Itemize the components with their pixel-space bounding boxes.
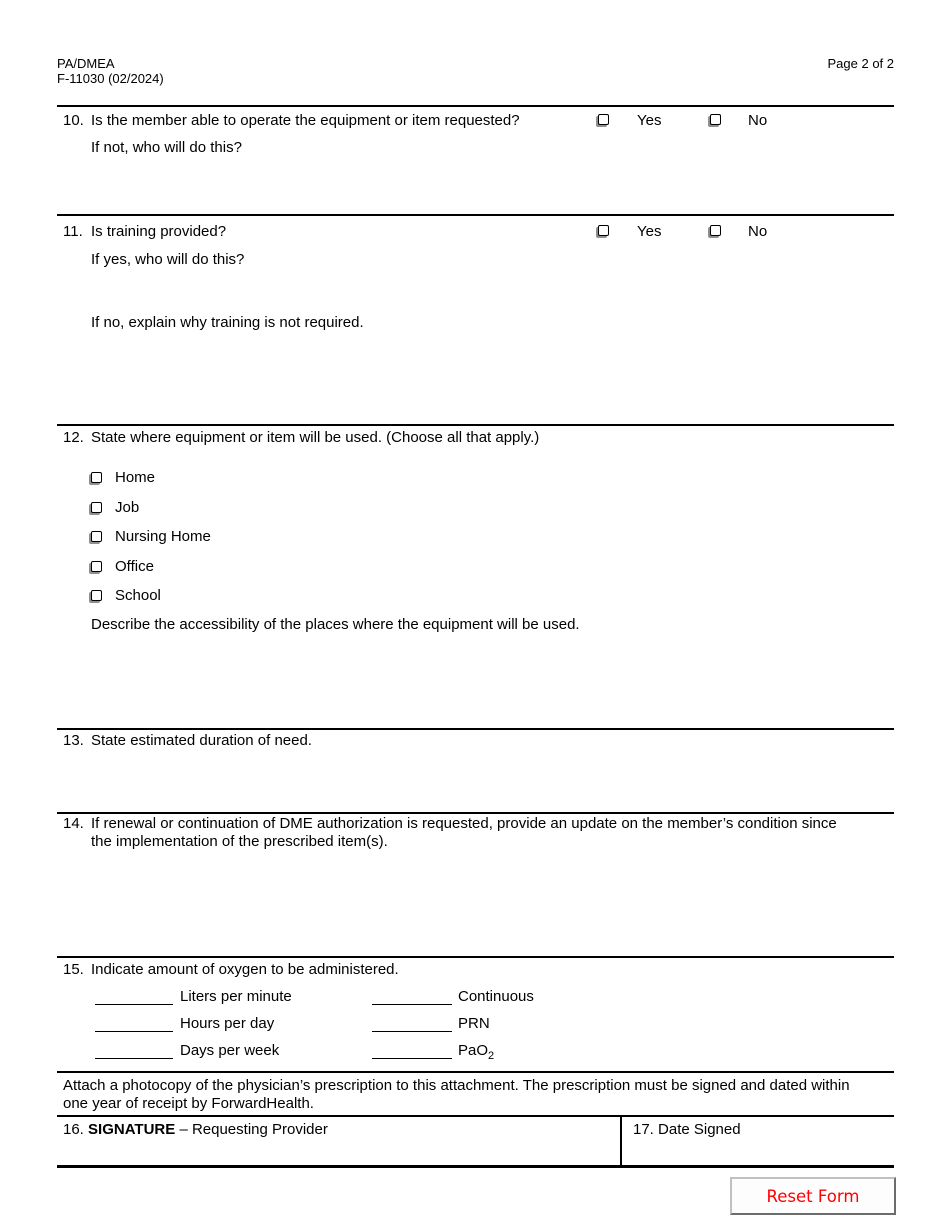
location-option-office	[91, 559, 154, 575]
signature-cell[interactable]	[63, 1122, 328, 1138]
signature-table-divider	[620, 1117, 622, 1165]
q10-followup: If not, who will do this?	[91, 139, 242, 156]
question-14-text-line2: the implementation of the prescribed item(s).	[91, 833, 388, 850]
question-13-text: State estimated duration of need.	[91, 732, 312, 749]
question-10-number: 10.	[63, 112, 84, 129]
location-option-home	[91, 470, 155, 486]
home-label: Home	[115, 469, 156, 486]
reset-form-button[interactable]: Reset Form	[730, 1177, 896, 1215]
hours-per-day-field[interactable]	[95, 1018, 173, 1032]
question-10	[63, 113, 894, 129]
school-label: School	[115, 587, 161, 604]
prn-label: PRN	[458, 1015, 490, 1032]
q11-yes-checkbox[interactable]	[598, 225, 609, 236]
q10-no-label: No	[748, 112, 768, 129]
office-label: Office	[115, 558, 154, 575]
section-divider	[57, 105, 894, 107]
question-15-text: Indicate amount of oxygen to be administered.	[91, 961, 399, 978]
nursing-home-checkbox[interactable]	[91, 531, 102, 542]
liters-per-minute-field[interactable]	[95, 991, 173, 1005]
q12-describe-prompt: Describe the accessibility of the places where the equipment will be used.	[91, 616, 580, 633]
q10-yes-label: Yes	[637, 112, 662, 129]
q10-yes-checkbox[interactable]	[598, 114, 609, 125]
location-option-job	[91, 500, 139, 516]
question-13	[63, 733, 894, 749]
pao2-label	[458, 1042, 495, 1062]
oxygen-row-1	[95, 989, 615, 1007]
job-checkbox[interactable]	[91, 502, 102, 513]
question-15-number: 15.	[63, 961, 84, 978]
date-signed-label: 17. Date Signed	[633, 1121, 741, 1138]
question-13-number: 13.	[63, 732, 84, 749]
form-header	[57, 56, 164, 86]
question-12-number: 12.	[63, 429, 84, 446]
q11-no-label: No	[748, 223, 768, 240]
question-12	[63, 430, 894, 446]
section-divider	[57, 1071, 894, 1073]
question-11-number: 11.	[63, 223, 83, 240]
liters-per-minute-label: Liters per minute	[180, 988, 292, 1005]
school-checkbox[interactable]	[91, 590, 102, 601]
q11-followup-no: If no, explain why training is not required.	[91, 314, 364, 331]
q11-no-checkbox[interactable]	[710, 225, 721, 236]
section-divider	[57, 728, 894, 730]
attachment-note	[63, 1077, 894, 1113]
location-option-school	[91, 588, 161, 604]
office-checkbox[interactable]	[91, 561, 102, 572]
days-per-week-label: Days per week	[180, 1042, 280, 1059]
oxygen-row-2	[95, 1016, 615, 1034]
page-number: Page 2 of 2	[827, 56, 894, 71]
signature-number: 16.	[63, 1121, 84, 1138]
question-14-number: 14.	[63, 815, 84, 832]
form-number: F-11030 (02/2024)	[57, 71, 164, 86]
question-11-text: Is training provided?	[91, 223, 227, 240]
signature-suffix: – Requesting Provider	[179, 1121, 328, 1138]
location-option-nursing-home	[91, 529, 211, 545]
question-14-text-line1: If renewal or continuation of DME authorization is requested, provide an update on the member’s condition since	[91, 815, 837, 832]
pao2-subscript: 2	[488, 1050, 495, 1062]
attachment-note-line2: one year of receipt by ForwardHealth.	[63, 1095, 314, 1112]
attachment-note-line1: Attach a photocopy of the physician’s prescription to this attachment. The prescription must be signed and dated within	[63, 1077, 850, 1094]
q11-yes-label: Yes	[637, 223, 662, 240]
days-per-week-field[interactable]	[95, 1045, 173, 1059]
home-checkbox[interactable]	[91, 472, 102, 483]
hours-per-day-label: Hours per day	[180, 1015, 275, 1032]
question-10-text: Is the member able to operate the equipment or item requested?	[91, 112, 520, 129]
job-label: Job	[115, 499, 140, 516]
nursing-home-label: Nursing Home	[115, 528, 211, 545]
q11-followup-yes: If yes, who will do this?	[91, 251, 245, 268]
date-signed-cell[interactable]	[633, 1122, 741, 1138]
pao2-label-text: PaO	[458, 1042, 489, 1059]
q10-no-checkbox[interactable]	[710, 114, 721, 125]
signature-title: SIGNATURE	[88, 1121, 176, 1138]
question-14	[63, 815, 894, 851]
signature-table	[57, 1115, 894, 1168]
section-divider	[57, 956, 894, 958]
oxygen-row-3	[95, 1043, 615, 1061]
form-code: PA/DMEA	[57, 56, 115, 71]
prn-field[interactable]	[372, 1018, 452, 1032]
continuous-label: Continuous	[458, 988, 534, 1005]
section-divider	[57, 214, 894, 216]
question-11	[63, 224, 894, 240]
section-divider	[57, 424, 894, 426]
pao2-field[interactable]	[372, 1045, 452, 1059]
question-15	[63, 962, 894, 978]
continuous-field[interactable]	[372, 991, 452, 1005]
section-divider	[57, 812, 894, 814]
question-12-text: State where equipment or item will be used. (Choose all that apply.)	[91, 429, 540, 446]
